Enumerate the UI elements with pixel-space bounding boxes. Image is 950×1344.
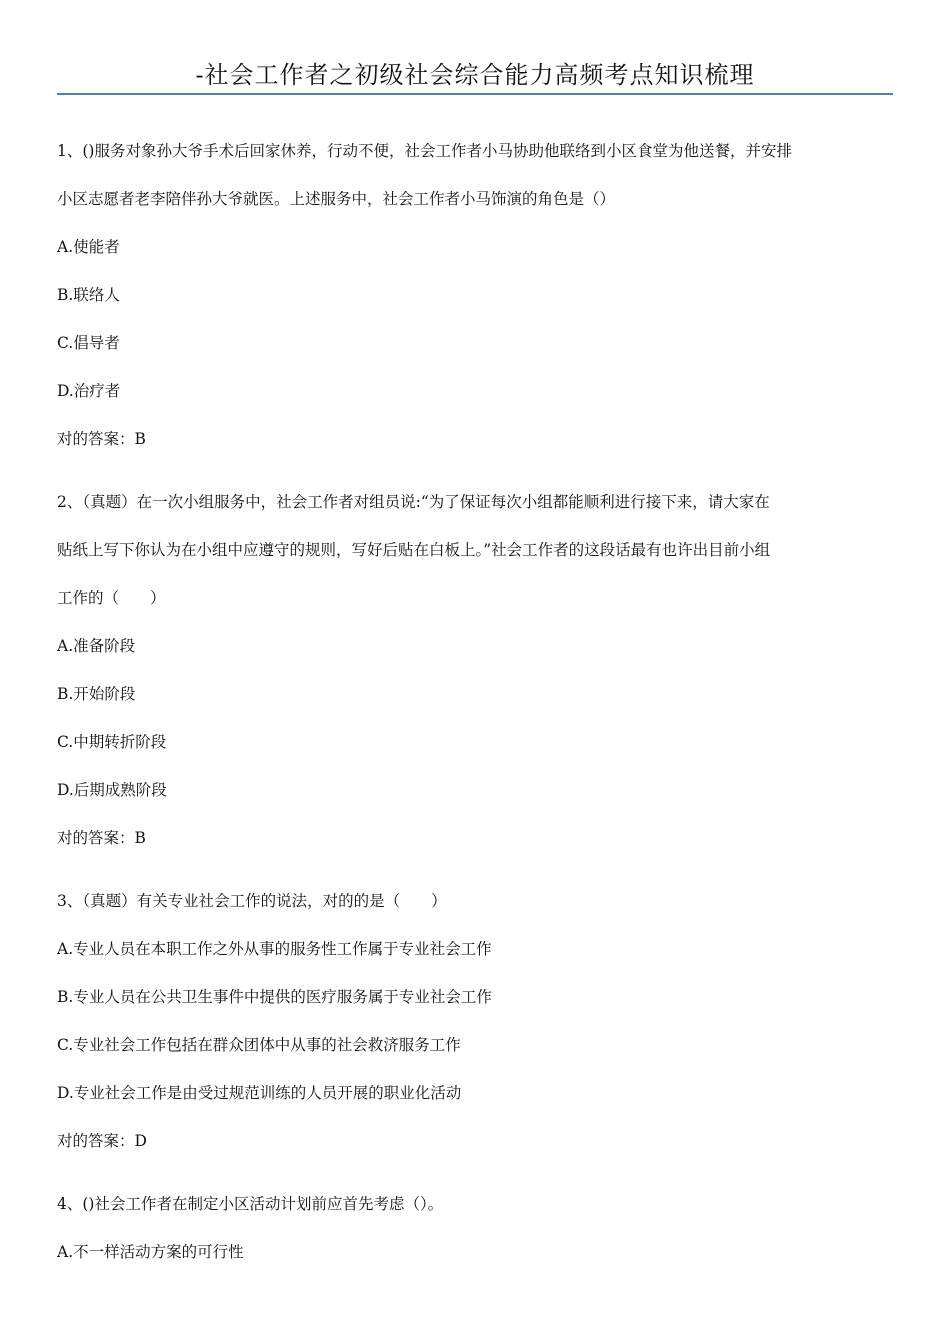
question-2-option-b: B.开始阶段: [57, 685, 136, 703]
question-2-stem-line-1: 2、（真题）在一次小组服务中，社会工作者对组员说:“为了保证每次小组都能顺利进行接下来，请大家在: [57, 493, 770, 511]
document-title: -社会工作者之初级社会综合能力高频考点知识梳理: [195, 61, 755, 89]
question-2-option-a: A.准备阶段: [57, 637, 136, 655]
question-1-option-b: B.联络人: [57, 286, 120, 304]
question-1-option-d: D.治疗者: [57, 382, 121, 400]
question-4-option-a: A.不一样活动方案的可行性: [57, 1243, 244, 1261]
question-3-option-d: D.专业社会工作是由受过规范训练的人员开展的职业化活动: [57, 1084, 462, 1102]
question-2-option-d: D.后期成熟阶段: [57, 781, 167, 799]
question-3-option-a: A.专业人员在本职工作之外从事的服务性工作属于专业社会工作: [57, 940, 492, 958]
question-3-answer: 对的答案：D: [57, 1132, 147, 1150]
question-2-stem-line-3: 工作的（ ）: [57, 589, 166, 607]
question-1-option-a: A.使能者: [57, 238, 120, 256]
question-4-stem: 4、()社会工作者在制定小区活动计划前应首先考虑（）。: [57, 1195, 444, 1213]
question-3-option-c: C.专业社会工作包括在群众团体中从事的社会救济服务工作: [57, 1036, 461, 1054]
question-3-stem: 3、（真题）有关专业社会工作的说法，对的的是（ ）: [57, 892, 447, 910]
question-3-option-b: B.专业人员在公共卫生事件中提供的医疗服务属于专业社会工作: [57, 988, 492, 1006]
question-2-answer: 对的答案：B: [57, 829, 146, 847]
question-1-option-c: C.倡导者: [57, 334, 120, 352]
question-1-stem-line-2: 小区志愿者老李陪伴孙大爷就医。上述服务中，社会工作者小马饰演的角色是（）: [57, 190, 616, 208]
question-2-stem-line-2: 贴纸上写下你认为在小组中应遵守的规则，写好后贴在白板上。”社会工作者的这段话最有也许出目前小组: [57, 541, 771, 559]
question-2-option-c: C.中期转折阶段: [57, 733, 167, 751]
question-1-answer: 对的答案：B: [57, 430, 146, 448]
question-1-stem-line-1: 1、()服务对象孙大爷手术后回家休养，行动不便，社会工作者小马协助他联络到小区食堂为他送餐，并安排: [57, 142, 792, 160]
title-divider: [57, 93, 893, 95]
